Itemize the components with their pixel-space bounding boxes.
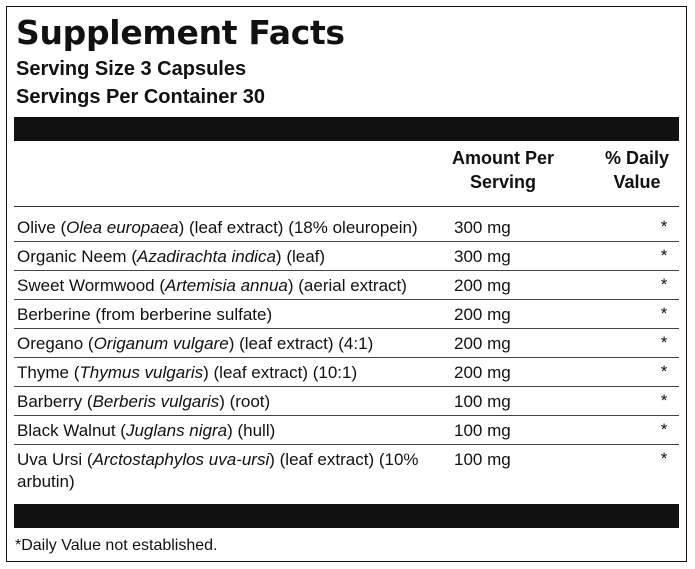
ingredient-amount: 300 mg xyxy=(454,247,511,266)
amount-per-serving-header xyxy=(432,146,574,194)
ingredient-amount: 100 mg xyxy=(454,392,511,411)
ingredient-amount: 200 mg xyxy=(454,334,511,353)
footnote: *Daily Value not established. xyxy=(15,537,218,554)
ingredient-row xyxy=(14,358,679,387)
ingredient-daily-value: * xyxy=(660,333,668,352)
ingredient-row xyxy=(14,387,679,416)
daily-header-line1: % Daily xyxy=(604,148,670,168)
supplement-facts-panel xyxy=(6,6,687,562)
ingredient-row xyxy=(14,416,679,445)
ingredient-name: Uva Ursi (Arctostaphylos uva-ursi) (leaf extract) (10% arbutin) xyxy=(17,450,419,491)
ingredient-row xyxy=(14,213,679,242)
daily-value-header xyxy=(582,146,692,194)
ingredient-name: Thyme (Thymus vulgaris) (leaf extract) (10:1) xyxy=(17,363,358,382)
ingredient-daily-value: * xyxy=(660,217,668,236)
serving-size: Serving Size 3 Capsules xyxy=(16,58,247,80)
ingredient-amount: 200 mg xyxy=(454,305,511,324)
ingredient-row xyxy=(14,329,679,358)
ingredient-name: Berberine (from berberine sulfate) xyxy=(17,305,273,324)
ingredient-name: Black Walnut (Juglans nigra) (hull) xyxy=(17,421,276,440)
ingredient-row xyxy=(14,242,679,271)
ingredient-amount: 200 mg xyxy=(454,276,511,295)
ingredient-name: Oregano (Origanum vulgare) (leaf extract) (4:1) xyxy=(17,334,374,353)
ingredient-daily-value: * xyxy=(660,275,668,294)
ingredient-row xyxy=(14,445,679,497)
panel-title: Supplement Facts xyxy=(16,13,345,52)
ingredient-amount: 300 mg xyxy=(454,218,511,237)
ingredient-row xyxy=(14,271,679,300)
ingredient-amount: 100 mg xyxy=(454,421,511,440)
ingredient-list xyxy=(14,213,679,497)
ingredient-name: Sweet Wormwood (Artemisia annua) (aerial extract) xyxy=(17,276,407,295)
ingredient-name: Barberry (Berberis vulgaris) (root) xyxy=(17,392,271,411)
amount-header-line2: Serving xyxy=(469,172,537,192)
ingredient-daily-value: * xyxy=(660,420,668,439)
ingredient-name: Organic Neem (Azadirachta indica) (leaf) xyxy=(17,247,326,266)
ingredient-daily-value: * xyxy=(660,362,668,381)
daily-header-line2: Value xyxy=(613,172,661,192)
top-divider-bar xyxy=(14,117,679,141)
ingredient-amount: 200 mg xyxy=(454,363,511,382)
ingredient-amount: 100 mg xyxy=(454,450,511,469)
ingredient-daily-value: * xyxy=(660,304,668,323)
header-rule xyxy=(14,206,679,207)
amount-header-line1: Amount Per xyxy=(451,148,554,168)
bottom-divider-bar xyxy=(14,504,679,528)
ingredient-name: Olive (Olea europaea) (leaf extract) (18% oleuropein) xyxy=(17,218,418,237)
ingredient-daily-value: * xyxy=(660,449,668,468)
ingredient-daily-value: * xyxy=(660,246,668,265)
ingredient-daily-value: * xyxy=(660,391,668,410)
servings-per-container: Servings Per Container 30 xyxy=(16,86,265,108)
ingredient-row xyxy=(14,300,679,329)
